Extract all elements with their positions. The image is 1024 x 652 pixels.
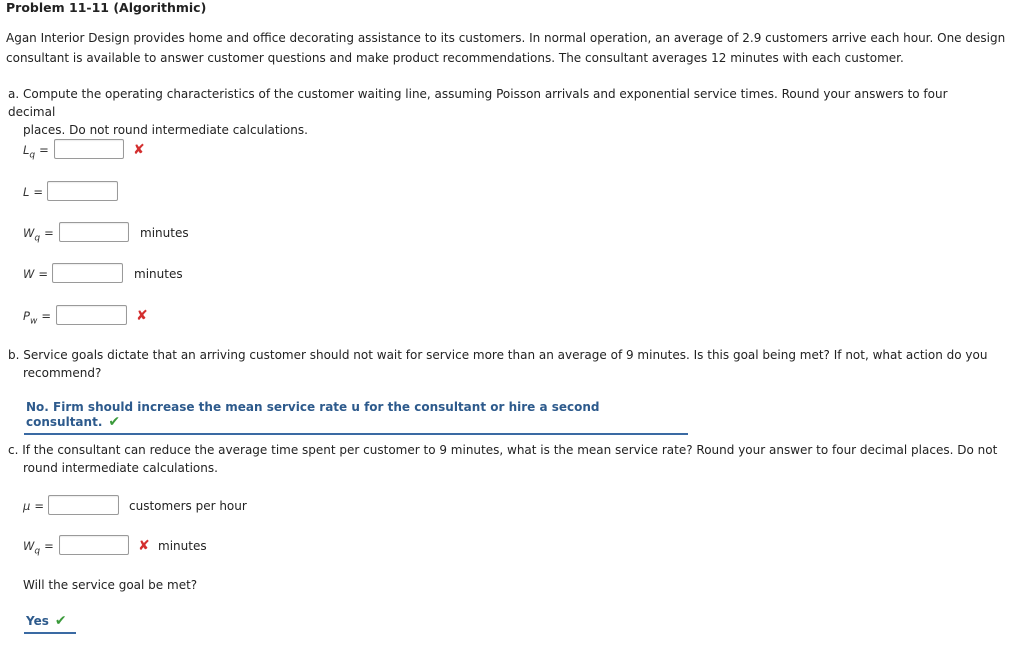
pw-input[interactable]	[56, 305, 127, 325]
c-wq-incorrect-icon: ✘	[138, 538, 150, 554]
part-b-line-2: recommend?	[23, 366, 102, 380]
mu-unit: customers per hour	[129, 499, 247, 513]
lq-input[interactable]	[54, 139, 124, 159]
w-input[interactable]	[52, 263, 123, 283]
pw-incorrect-icon: ✘	[136, 308, 148, 324]
w-label: W =	[23, 267, 49, 281]
part-c-line-1: c. If the consultant can reduce the average time spent per customer to 9 minutes, what is the mean service rate? Round your answer to four decimal places. Do not	[8, 443, 998, 457]
problem-title: Problem 11-11 (Algorithmic)	[6, 0, 207, 15]
goal-answer-text: Yes	[26, 614, 49, 628]
pw-label: $P_w$ =	[23, 309, 51, 327]
part-a-question	[8, 85, 998, 139]
wq-input[interactable]	[59, 222, 129, 242]
wq-label: $W_q$ =	[23, 226, 54, 244]
l-label: L =	[23, 185, 44, 199]
part-a-line-2: places. Do not round intermediate calculations.	[23, 123, 308, 137]
c-wq-unit: minutes	[158, 539, 207, 553]
w-unit: minutes	[134, 267, 183, 281]
goal-answer-dropdown[interactable]	[24, 613, 76, 634]
part-c-question	[8, 441, 998, 477]
goal-correct-icon: ✔	[54, 613, 67, 629]
wq-unit: minutes	[140, 226, 189, 240]
part-b-answer-dropdown[interactable]	[24, 400, 688, 435]
problem-intro	[6, 28, 1010, 68]
goal-question: Will the service goal be met?	[23, 578, 198, 592]
part-b-line-1: b. Service goals dictate that an arriving customer should not wait for service more than an average of 9 minutes. Is this goal being met? If not, what action do you	[8, 348, 988, 362]
part-b-question	[8, 346, 998, 382]
mu-label: μ =	[23, 499, 44, 513]
part-a-line-1: a. Compute the operating characteristics of the customer waiting line, assuming Poisson arrivals and exponential service times. Round your answers to four decimal	[8, 87, 948, 119]
l-input[interactable]	[47, 181, 118, 201]
intro-line-1: Agan Interior Design provides home and office decorating assistance to its customers. In normal operation, an average of 2.9 customers arrive each hour. One design	[6, 31, 1006, 45]
c-wq-input[interactable]	[59, 535, 129, 555]
part-b-correct-icon: ✔	[108, 414, 121, 430]
part-c-line-2: round intermediate calculations.	[23, 461, 218, 475]
part-b-answer-text: No. Firm should increase the mean service rate u for the consultant or hire a second consultant.	[26, 400, 600, 429]
intro-line-2: consultant is available to answer customer questions and make product recommendations. The consultant averages 12 minutes with each customer.	[6, 51, 904, 65]
mu-input[interactable]	[48, 495, 119, 515]
lq-label: $L_q$ =	[23, 143, 49, 161]
c-wq-label: $W_q$ =	[23, 539, 54, 557]
lq-incorrect-icon: ✘	[133, 142, 145, 158]
